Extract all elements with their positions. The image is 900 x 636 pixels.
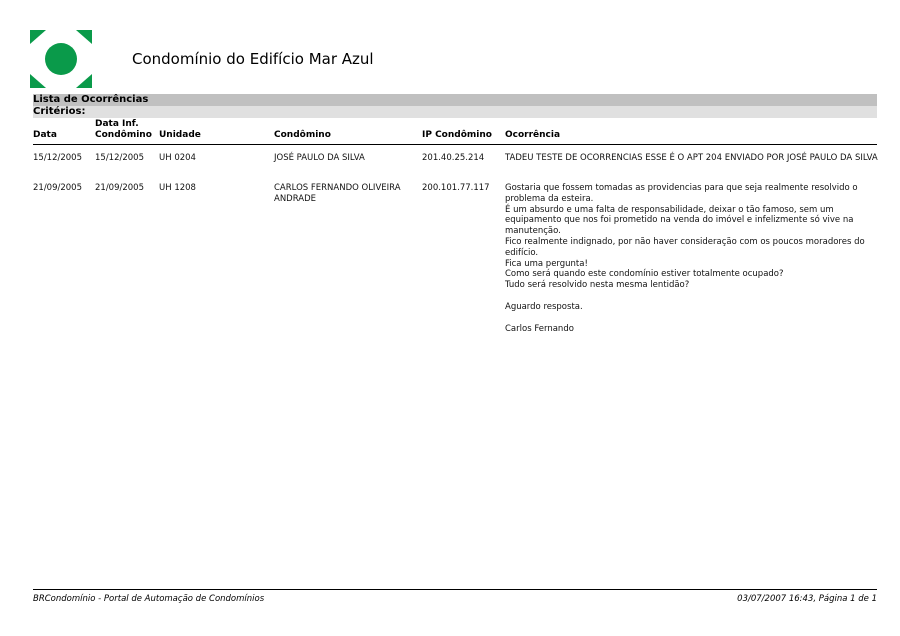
col-header-ocorrencia: Ocorrência	[505, 130, 561, 140]
col-header-data-inf-line1: Data Inf.	[95, 119, 139, 129]
ocorrencia-line: Tudo será resolvido nesta mesma lentidão?	[505, 280, 690, 291]
cell-data: 15/12/2005	[33, 153, 82, 163]
logo-corner-bottom-right	[76, 74, 92, 88]
table-header	[33, 120, 877, 145]
ocorrencia-spacer	[505, 291, 879, 302]
logo-circle	[45, 43, 77, 75]
cell-ocorrencia	[505, 153, 879, 164]
cell-data-inf: 21/09/2005	[95, 183, 144, 193]
footer-date-page: 03/07/2007 16:43, Página 1 de 1	[737, 594, 877, 604]
page-title: Condomínio do Edifício Mar Azul	[132, 50, 374, 68]
footer-portal-name: BRCondomínio - Portal de Automação de Condomínios	[33, 594, 265, 604]
page-footer	[33, 589, 877, 605]
logo-corner-bottom-left	[30, 74, 46, 88]
col-header-data-inf	[95, 119, 152, 141]
ocorrencia-line: Gostaria que fossem tomadas as providencias para que seja realmente resolvido o problema da esteira.	[505, 183, 858, 204]
col-header-unidade: Unidade	[159, 130, 201, 140]
cell-unidade: UH 1208	[159, 183, 196, 193]
col-header-data: Data	[33, 130, 57, 140]
ocorrencia-line: Aguardo resposta.	[505, 301, 583, 312]
criteria-label: Critérios:	[33, 106, 86, 117]
ocorrencia-line: Carlos Fernando	[505, 323, 574, 334]
cell-unidade: UH 0204	[159, 153, 196, 163]
cell-condomino: JOSÉ PAULO DA SILVA	[274, 153, 365, 163]
cell-data: 21/09/2005	[33, 183, 82, 193]
ocorrencia-spacer	[505, 313, 879, 324]
cell-ocorrencia	[505, 183, 879, 335]
section-title: Lista de Ocorrências	[33, 94, 149, 105]
col-header-condomino: Condômino	[274, 130, 331, 140]
ocorrencia-line: É um absurdo e uma falta de responsabilidade, deixar o tão famoso, sem um equipamento que nos foi prometido na venda do imóvel e infelizmente só vive na manutenção.	[505, 204, 854, 237]
criteria-bar	[33, 106, 877, 118]
ocorrencia-line: TADEU TESTE DE OCORRENCIAS ESSE É O APT 204 ENVIADO POR JOSÉ PAULO DA SILVA	[505, 153, 878, 163]
cell-data-inf: 15/12/2005	[95, 153, 144, 163]
ocorrencia-line: Como será quando este condomínio estiver totalmente ocupado?	[505, 269, 784, 280]
section-title-bar	[33, 94, 877, 106]
col-header-ip: IP Condômino	[422, 130, 492, 140]
cell-ip: 200.101.77.117	[422, 183, 490, 193]
condominio-logo	[30, 30, 92, 88]
col-header-data-inf-line2: Condômino	[95, 130, 152, 140]
cell-ip: 201.40.25.214	[422, 153, 485, 163]
cell-condomino: CARLOS FERNANDO OLIVEIRA ANDRADE	[274, 183, 401, 204]
ocorrencia-line: Fica uma pergunta!	[505, 258, 588, 269]
logo-corner-top-left	[30, 30, 46, 44]
logo-corner-top-right	[76, 30, 92, 44]
ocorrencia-line: Fico realmente indignado, por não haver consideração com os poucos moradores do edifício.	[505, 236, 865, 258]
